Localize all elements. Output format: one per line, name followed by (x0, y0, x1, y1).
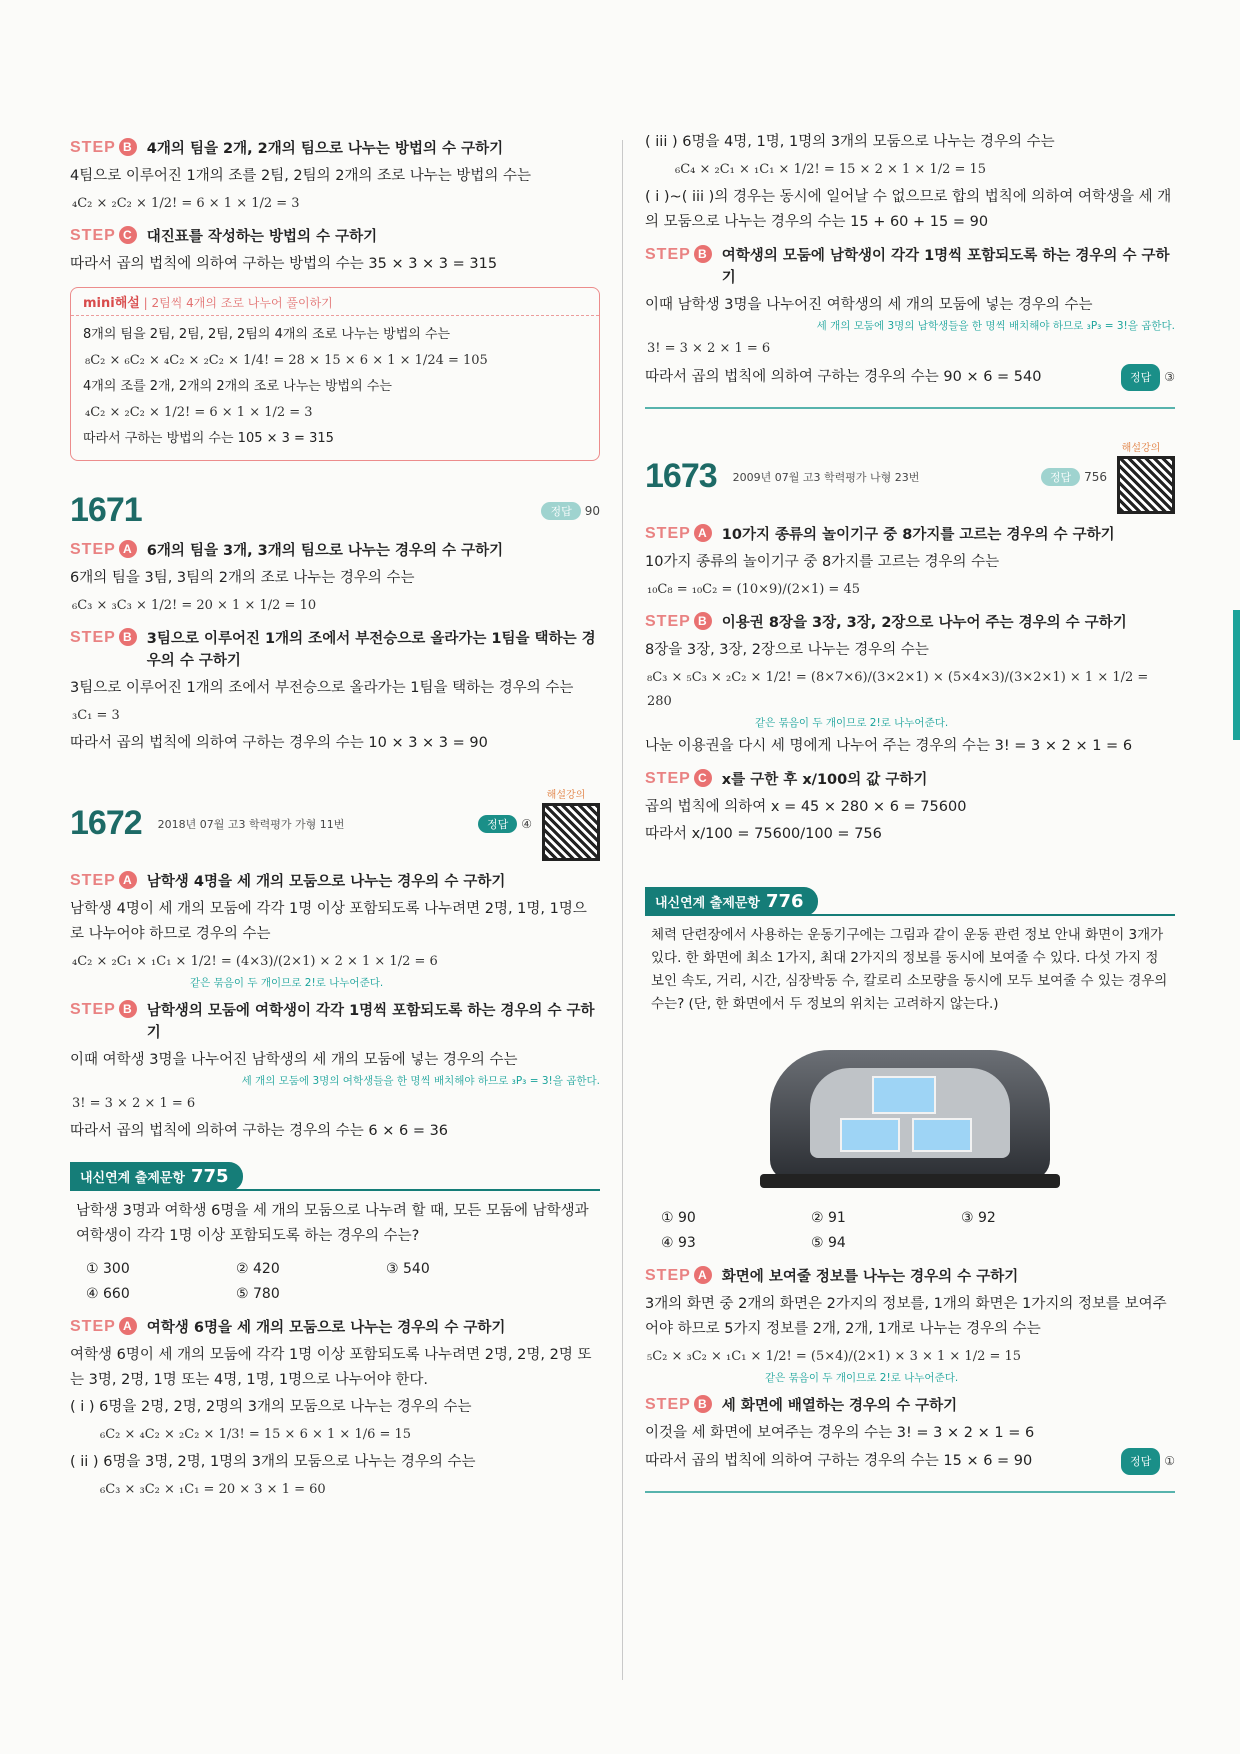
step-title: 세 화면에 배열하는 경우의 수 구하기 (721, 1397, 958, 1414)
problem-number: 1671 (70, 491, 142, 529)
paragraph: 6개의 팀을 3팀, 3팀의 2개의 조로 나누는 경우의 수는 (70, 570, 415, 586)
question: 남학생 3명과 여학생 6명을 세 개의 모둠으로 나누려 할 때, 모든 모둠에 남학생과 여학생이 각각 1명 이상 포함되도록 하는 경우의 수는? (76, 1202, 589, 1244)
mini-explanation-header: mini해설 | 2팀씩 4개의 조로 나누어 풀이하기 (71, 288, 599, 316)
paragraph: 따라서 곱의 법칙에 의하여 구하는 경우의 수는 15 × 6 = 90 (645, 1452, 1033, 1469)
paragraph: 이때 남학생 3명을 나누어진 여학생의 세 개의 모둠에 넣는 경우의 수는 (645, 297, 1093, 313)
answer-badge: 정답 (541, 502, 580, 520)
step-header: STEP B 남학생의 모둠에 여학생이 각각 1명씩 포함되도록 하는 경우의 수 구하기 (70, 1000, 600, 1044)
formula: ₄C₂ × ₂C₂ × 1/2! = 6 × 1 × 1/2 = 3 (72, 196, 300, 211)
answer-badge: 정답 (1041, 468, 1080, 486)
divider (645, 1491, 1175, 1493)
step-title: 여학생 6명을 세 개의 모둠으로 나누는 경우의 수 구하기 (146, 1319, 506, 1336)
step-title: 4개의 팀을 2개, 2개의 팀으로 나누는 방법의 수 구하기 (146, 141, 504, 157)
answer-badge: 정답 (1121, 364, 1160, 391)
choice[interactable]: ④ 660 (86, 1285, 130, 1302)
step-header: STEP B 3팀으로 이루어진 1개의 조에서 부전승으로 올라가는 1팀을 택하는 경우의 수 구하기 (70, 628, 600, 672)
step-title: 이용권 8장을 3장, 3장, 2장으로 나누어 주는 경우의 수 구하기 (721, 615, 1127, 631)
step-header: STEP A 화면에 보여줄 정보를 나누는 경우의 수 구하기 (645, 1266, 1175, 1288)
formula: ₄C₂ × ₂C₂ × 1/2! = 6 × 1 × 1/2 = 3 (85, 405, 313, 420)
formula: ₃C₁ = 3 (72, 708, 120, 723)
mini-label: mini해설 (83, 296, 140, 311)
display-screen (912, 1118, 972, 1152)
qr-code-icon[interactable] (542, 803, 600, 861)
answer: 정답 ① (1121, 1448, 1175, 1475)
divider (645, 407, 1175, 409)
paragraph: 8장을 3장, 3장, 2장으로 나누는 경우의 수는 (645, 642, 929, 658)
case-text: ( i ) 6명을 2명, 2명, 2명의 3개의 모둠으로 나누는 경우의 수는 (70, 1398, 472, 1415)
choice[interactable]: ③ 540 (386, 1260, 430, 1277)
qr-label: 해설강의 (546, 790, 586, 801)
answer: 정답 90 (541, 502, 600, 520)
paragraph: 4개의 조를 2개, 2개의 2개의 조로 나누는 방법의 수는 (83, 379, 392, 394)
formula: ₈C₂ × ₆C₂ × ₄C₂ × ₂C₂ × 1/4! = 28 × 15 × 6 × 1 × 1/24 = 105 (85, 353, 488, 368)
formula: ₁₀C₈ = ₁₀C₂ = (10×9)/(2×1) = 45 (647, 582, 860, 597)
display-screen (872, 1076, 936, 1114)
step-title: 화면에 보여줄 정보를 나누는 경우의 수 구하기 (721, 1268, 1019, 1285)
paragraph: 따라서 곱의 법칙에 의하여 구하는 경우의 수는 6 × 6 = 36 (70, 1123, 449, 1139)
paragraph: 이때 여학생 3명을 나누어진 남학생의 세 개의 모둠에 넣는 경우의 수는 (70, 1052, 518, 1068)
case-text: ( ii ) 6명을 3명, 2명, 1명의 3개의 모둠으로 나누는 경우의 수는 (70, 1453, 476, 1470)
formula: ₄C₂ × ₂C₁ × ₁C₁ × 1/2! = (4×3)/(2×1) × 2 × 1 × 1/2 = 6 (72, 954, 438, 969)
step-title: 대진표를 작성하는 방법의 수 구하기 (146, 229, 378, 245)
choices (86, 1257, 594, 1307)
formula: ₅C₂ × ₃C₂ × ₁C₁ × 1/2! = (5×4)/(2×1) × 3 × 1 × 1/2 = 15 (647, 1348, 1022, 1364)
step-header: STEP B 4개의 팀을 2개, 2개의 팀으로 나누는 방법의 수 구하기 (70, 138, 600, 160)
step-header: STEP A 6개의 팀을 3개, 3개의 팀으로 나누는 경우의 수 구하기 (70, 540, 600, 562)
paragraph: 나눈 이용권을 다시 세 명에게 나누어 주는 경우의 수는 3! = 3 × 2 × 1 = 6 (645, 738, 1133, 754)
linked-problem (645, 887, 1175, 916)
step-title: x를 구한 후 x/100의 값 구하기 (721, 772, 928, 788)
answer: 정답 ④ (478, 815, 532, 833)
qr-code-icon[interactable] (1117, 456, 1175, 514)
step-title: 3팀으로 이루어진 1개의 조에서 부전승으로 올라가는 1팀을 택하는 경우의 수 구하기 (146, 631, 596, 669)
choice[interactable]: ⑤ 780 (236, 1285, 280, 1302)
step-header: STEP C x를 구한 후 x/100의 값 구하기 (645, 769, 1175, 791)
linked-problem (70, 1162, 600, 1191)
step-title: 남학생 4명을 세 개의 모둠으로 나누는 경우의 수 구하기 (146, 874, 506, 890)
paragraph: 따라서 곱의 법칙에 의하여 구하는 경우의 수는 90 × 6 = 540 (645, 369, 1042, 385)
problem-source: 2018년 07월 고3 학력평가 가형 11번 (157, 817, 345, 831)
problem-number: 1672 (70, 804, 142, 842)
problem-header (70, 491, 600, 530)
paragraph: ( i )~( iii )의 경우는 동시에 일어날 수 없으므로 합의 법칙에 의하여 여학생을 세 개의 모둠으로 나누는 경우의 수는 15 + 60 + 15 = 90 (645, 189, 1172, 230)
question: 체력 단련장에서 사용하는 운동기구에는 그림과 같이 운동 관련 정보 안내 화면이 3개가 있다. 한 화면에 최소 1가지, 최대 2가지의 정보를 동시에 보여줄 수 있다. 다섯 가지 정보인 속도, 거리, 시간, 심장박동 수, 칼로리 소모량을 동시에 모두 보여줄 수 있는 경우의 수는? (단, 한 화면에서 두 정보의 위치는 고려하지 않는다.) (651, 926, 1168, 1012)
linked-problem-tag: 내신연계 출제문항 776 (645, 887, 818, 916)
formula: 3! = 3 × 2 × 1 = 6 (647, 341, 771, 356)
note: 같은 묶음이 두 개이므로 2!로 나누어준다. (190, 977, 384, 989)
paragraph: 3개의 화면 중 2개의 화면은 2가지의 정보를, 1개의 화면은 1가지의 정보를 보여주어야 하므로 5가지 정보를 2개, 2개, 1개로 나누는 경우의 수는 (645, 1295, 1167, 1337)
right-column (645, 128, 1175, 1497)
choices (661, 1206, 1169, 1256)
problem-header (70, 786, 600, 861)
note: 같은 묶음이 두 개이므로 2!로 나누어준다. (765, 1371, 959, 1384)
formula: ₆C₄ × ₂C₁ × ₁C₁ × 1/2! = 15 × 2 × 1 × 1/2 = 15 (675, 162, 987, 177)
left-column (70, 128, 600, 1505)
formula: 3! = 3 × 2 × 1 = 6 (72, 1096, 196, 1111)
paragraph: 따라서 곱의 법칙에 의하여 구하는 방법의 수는 35 × 3 × 3 = 315 (70, 256, 498, 272)
choice[interactable]: ① 90 (661, 1209, 696, 1226)
paragraph: 10가지 종류의 놀이기구 중 8가지를 고르는 경우의 수는 (645, 554, 1000, 570)
step-header: STEP A 남학생 4명을 세 개의 모둠으로 나누는 경우의 수 구하기 (70, 871, 600, 893)
paragraph: 남학생 4명이 세 개의 모둠에 각각 1명 이상 포함되도록 나누려면 2명, 1명, 1명으로 나누어야 하므로 경우의 수는 (70, 901, 587, 942)
choice[interactable]: ② 420 (236, 1260, 280, 1277)
note: 같은 묶음이 두 개이므로 2!로 나누어준다. (755, 717, 949, 729)
step-header: STEP C 대진표를 작성하는 방법의 수 구하기 (70, 226, 600, 248)
note: 세 개의 모둠에 3명의 남학생들을 한 명씩 배치해야 하므로 ₃P₃ = 3!을 곱한다. (816, 320, 1175, 332)
exercise-machine-figure (760, 1046, 1060, 1196)
step-header: STEP B 이용권 8장을 3장, 3장, 2장으로 나누어 주는 경우의 수 구하기 (645, 612, 1175, 634)
answer: 정답 ③ (1121, 364, 1175, 391)
paragraph: 4팀으로 이루어진 1개의 조를 2팀, 2팀의 2개의 조로 나누는 방법의 수는 (70, 168, 532, 184)
case-text: ( iii ) 6명을 4명, 1명, 1명의 3개의 모둠으로 나누는 경우의 수는 (645, 134, 1055, 150)
step-title: 6개의 팀을 3개, 3개의 팀으로 나누는 경우의 수 구하기 (146, 543, 504, 559)
problem-header (645, 439, 1175, 514)
answer-badge: 정답 (1121, 1448, 1160, 1475)
step-header: STEP B 세 화면에 배열하는 경우의 수 구하기 (645, 1395, 1175, 1417)
paragraph: 이것을 세 화면에 보여주는 경우의 수는 3! = 3 × 2 × 1 = 6 (645, 1424, 1035, 1441)
note: 세 개의 모둠에 3명의 여학생들을 한 명씩 배치해야 하므로 ₃P₃ = 3!을 곱한다. (241, 1075, 600, 1087)
answer: 정답 756 (1041, 468, 1107, 486)
choice[interactable]: ① 300 (86, 1260, 130, 1277)
step-title: 남학생의 모둠에 여학생이 각각 1명씩 포함되도록 하는 경우의 수 구하기 (146, 1003, 595, 1041)
step-header: STEP B 여학생의 모둠에 남학생이 각각 1명씩 포함되도록 하는 경우의 수 구하기 (645, 245, 1175, 289)
step-header: STEP A 여학생 6명을 세 개의 모둠으로 나누는 경우의 수 구하기 (70, 1317, 600, 1339)
choice[interactable]: ② 91 (811, 1209, 846, 1226)
linked-problem-tag: 내신연계 출제문항 775 (70, 1162, 243, 1191)
problem-number: 1673 (645, 457, 717, 495)
column-separator (622, 140, 623, 1680)
formula: ₈C₃ × ₅C₃ × ₂C₂ × 1/2! = (8×7×6)/(3×2×1) × (5×4×3)/(3×2×1) × 1 × 1/2 = 280 (647, 670, 1149, 709)
paragraph: 따라서 곱의 법칙에 의하여 구하는 경우의 수는 10 × 3 × 3 = 90 (70, 735, 488, 751)
answer-badge: 정답 (478, 815, 517, 833)
step-title: 10가지 종류의 놀이기구 중 8가지를 고르는 경우의 수 구하기 (721, 527, 1115, 543)
side-tab-marker (1233, 610, 1240, 740)
qr-label: 해설강의 (1121, 443, 1161, 454)
paragraph: 따라서 구하는 방법의 수는 105 × 3 = 315 (83, 431, 334, 446)
formula: ₆C₃ × ₃C₃ × 1/2! = 20 × 1 × 1/2 = 10 (72, 598, 317, 613)
formula: ₆C₃ × ₃C₂ × ₁C₁ = 20 × 3 × 1 = 60 (100, 1481, 326, 1497)
formula: ₆C₂ × ₄C₂ × ₂C₂ × 1/3! = 15 × 6 × 1 × 1/6 = 15 (100, 1426, 412, 1442)
step-header: STEP A 10가지 종류의 놀이기구 중 8가지를 고르는 경우의 수 구하기 (645, 524, 1175, 546)
paragraph: 3팀으로 이루어진 1개의 조에서 부전승으로 올라가는 1팀을 택하는 경우의 수는 (70, 680, 574, 696)
paragraph: 따라서 x/100 = 75600/100 = 756 (645, 826, 882, 842)
choice[interactable]: ④ 93 (661, 1234, 696, 1251)
choice[interactable]: ③ 92 (961, 1209, 996, 1226)
mini-title: 2팀씩 4개의 조로 나누어 풀이하기 (151, 296, 333, 310)
problem-source: 2009년 07월 고3 학력평가 나형 23번 (732, 470, 920, 484)
paragraph: 곱의 법칙에 의하여 x = 45 × 280 × 6 = 75600 (645, 799, 967, 815)
paragraph: 여학생 6명이 세 개의 모둠에 각각 1명 이상 포함되도록 나누려면 2명, 2명, 2명 또는 3명, 2명, 1명 또는 4명, 1명, 1명으로 나누어야 한다. (70, 1346, 592, 1388)
display-screen (840, 1118, 900, 1152)
mini-explanation-box (70, 287, 600, 461)
choice[interactable]: ⑤ 94 (811, 1234, 846, 1251)
step-title: 여학생의 모둠에 남학생이 각각 1명씩 포함되도록 하는 경우의 수 구하기 (721, 248, 1170, 286)
paragraph: 8개의 팀을 2팀, 2팀, 2팀, 2팀의 4개의 조로 나누는 방법의 수는 (83, 327, 451, 342)
